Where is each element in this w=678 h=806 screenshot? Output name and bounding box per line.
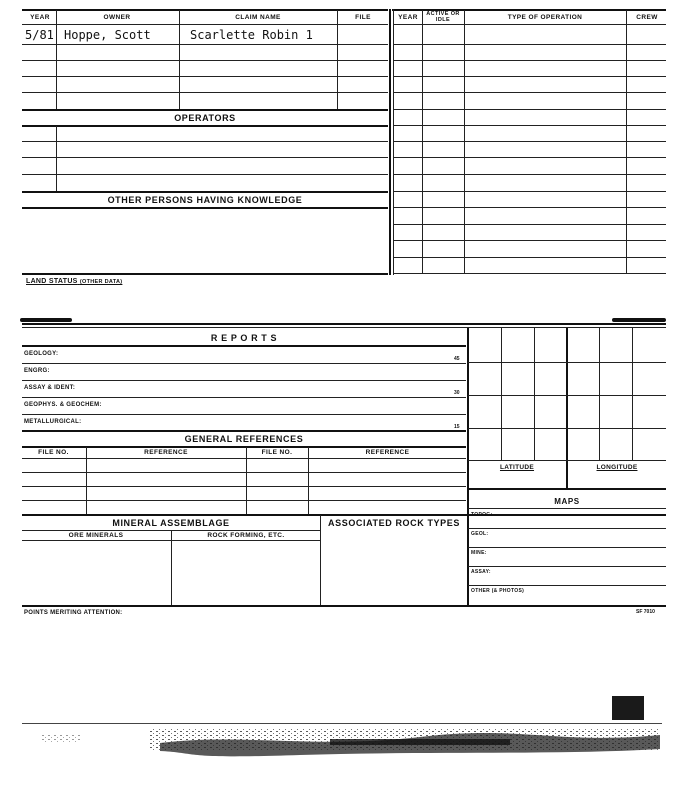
general-references-title: GENERAL REFERENCES xyxy=(184,434,304,444)
grid-row xyxy=(468,428,666,429)
report-row-rule xyxy=(22,380,466,381)
claims-row-rule xyxy=(22,92,388,93)
land-status-text: LAND STATUS xyxy=(26,278,78,285)
report-row-label: GEOPHYS. & GEOCHEM: xyxy=(24,402,102,408)
reports-title-rule xyxy=(22,345,466,347)
grid-col xyxy=(501,328,502,460)
activity-row-rule xyxy=(394,224,666,225)
center-divider xyxy=(389,9,391,275)
maps-row-rule xyxy=(468,528,666,529)
claims-row-rule xyxy=(22,60,388,61)
mineral-assemblage-title: MINERAL ASSEMBLAGE xyxy=(112,518,230,528)
grid-col xyxy=(534,328,535,460)
latitude-label: LATITUDE xyxy=(499,464,535,471)
claims-row-rule xyxy=(22,44,388,45)
ref-header-rule xyxy=(22,458,466,459)
land-status-sub: (OTHER DATA) xyxy=(79,279,123,285)
mineral-col-divider xyxy=(171,531,172,605)
activity-row-rule xyxy=(394,174,666,175)
maps-row-label: MINE: xyxy=(471,550,487,556)
report-row-number: 15 xyxy=(454,424,460,430)
operators-row-rule xyxy=(22,174,388,175)
form-number: SF 7010 xyxy=(636,609,655,615)
report-row-number: 30 xyxy=(454,390,460,396)
grid-col xyxy=(632,328,633,460)
bottom-final-rule xyxy=(22,605,666,607)
activity-header-active-or-idle: ACTIVE OR IDLE xyxy=(426,11,460,23)
general-references-title-rule xyxy=(22,446,466,448)
ref-row-rule xyxy=(22,500,466,501)
ore-minerals-header: ORE MINERALS xyxy=(68,532,124,539)
ref-col-divider xyxy=(246,447,247,515)
associated-rock-divider xyxy=(320,515,321,605)
points-meriting-attention-label: POINTS MERITING ATTENTION: xyxy=(24,610,123,616)
ref-header-file-no-1: FILE NO. xyxy=(38,449,69,456)
activity-row-rule xyxy=(394,191,666,192)
activity-header-crew: CREW xyxy=(636,14,658,21)
report-row-label: GEOLOGY: xyxy=(24,351,59,357)
activity-row-rule xyxy=(394,240,666,241)
reports-bottom-rule xyxy=(22,430,466,432)
bottom-top-rule-inner xyxy=(22,327,666,328)
ref-header-file-no-2: FILE NO. xyxy=(261,449,293,456)
maps-title-rule xyxy=(468,508,666,509)
report-row-rule xyxy=(22,414,466,415)
claims-row-rule xyxy=(22,76,388,77)
operators-row-rule xyxy=(22,157,388,158)
activity-col-divider xyxy=(464,10,465,274)
claim-row-claim-name: Scarlette Robin 1 xyxy=(190,28,313,42)
maps-row-rule xyxy=(468,566,666,567)
claims-header-year: YEAR xyxy=(30,14,50,21)
coords-bottom-rule xyxy=(468,488,666,490)
bottom-top-rule xyxy=(22,323,666,325)
report-row-label: METALLURGICAL: xyxy=(24,419,82,425)
ref-row-rule xyxy=(22,486,466,487)
punch-mark-right xyxy=(612,318,666,322)
ref-row-rule xyxy=(22,472,466,473)
activity-col-divider xyxy=(422,10,423,274)
longitude-label: LONGITUDE xyxy=(596,464,638,471)
activity-header-year: YEAR xyxy=(398,14,418,21)
reports-title: R E P O R T S xyxy=(210,333,278,343)
knowledge-title-rule xyxy=(22,207,388,209)
ref-header-reference-2: REFERENCE xyxy=(365,449,410,456)
ref-col-divider xyxy=(86,447,87,515)
activity-row-rule xyxy=(394,76,666,77)
punch-mark-left xyxy=(20,318,72,322)
activity-row-rule xyxy=(394,92,666,93)
claims-bottom-rule xyxy=(22,109,388,111)
knowledge-bottom-rule xyxy=(22,273,388,275)
grid-row xyxy=(468,362,666,363)
grid-row xyxy=(468,460,666,461)
maps-row-label: ASSAY: xyxy=(471,569,491,575)
knowledge-title: OTHER PERSONS HAVING KNOWLEDGE xyxy=(107,195,303,205)
maps-row-label: OTHER (& PHOTOS) xyxy=(471,588,525,594)
maps-row-rule xyxy=(468,547,666,548)
scan-noise-band xyxy=(0,715,678,775)
operators-title-rule xyxy=(22,125,388,127)
claims-header-file: FILE xyxy=(355,14,371,21)
activity-row-rule xyxy=(394,257,666,258)
activity-row-rule xyxy=(394,141,666,142)
claims-header-claim-name: CLAIM NAME xyxy=(235,14,281,21)
claims-header-owner: OWNER xyxy=(103,14,131,21)
ref-header-reference-1: REFERENCE xyxy=(144,449,188,456)
associated-rock-types-header: ASSOCIATED ROCK TYPES xyxy=(328,518,460,528)
claim-row-owner: Hoppe, Scott xyxy=(64,28,151,42)
report-row-label: ENGRG: xyxy=(24,368,50,374)
grid-col xyxy=(599,328,600,460)
maps-row-label: GEOL: xyxy=(471,531,489,537)
operators-col-divider xyxy=(56,126,57,192)
ref-bottom-rule xyxy=(22,514,666,516)
activity-row-rule xyxy=(394,109,666,110)
claims-header-rule xyxy=(22,24,388,25)
activity-col-divider xyxy=(626,10,627,274)
report-row-rule xyxy=(22,397,466,398)
operators-bottom-rule xyxy=(22,191,388,193)
activity-row-rule xyxy=(394,157,666,158)
rock-forming-header: ROCK FORMING, ETC. xyxy=(207,532,285,539)
activity-header-type-of-operation: TYPE OF OPERATION xyxy=(507,14,583,21)
activity-row-rule xyxy=(394,125,666,126)
claim-row-year: 5/81 xyxy=(25,28,54,42)
operators-title: OPERATORS xyxy=(174,113,236,123)
ref-col-divider xyxy=(308,447,309,515)
maps-title: MAPS xyxy=(554,497,580,506)
maps-row-rule xyxy=(468,585,666,586)
center-divider-inner xyxy=(393,9,394,275)
land-status-label xyxy=(26,278,122,285)
activity-row-rule xyxy=(394,60,666,61)
top-border-left xyxy=(22,9,388,11)
activity-row-rule xyxy=(394,273,666,274)
report-row-label: ASSAY & IDENT: xyxy=(24,385,76,391)
report-row-number: 45 xyxy=(454,356,460,362)
operators-row-rule xyxy=(22,141,388,142)
report-row-rule xyxy=(22,363,466,364)
activity-row-rule xyxy=(394,44,666,45)
grid-row xyxy=(468,395,666,396)
activity-row-rule xyxy=(394,207,666,208)
maps-row-label: TOPOG: xyxy=(471,512,493,518)
